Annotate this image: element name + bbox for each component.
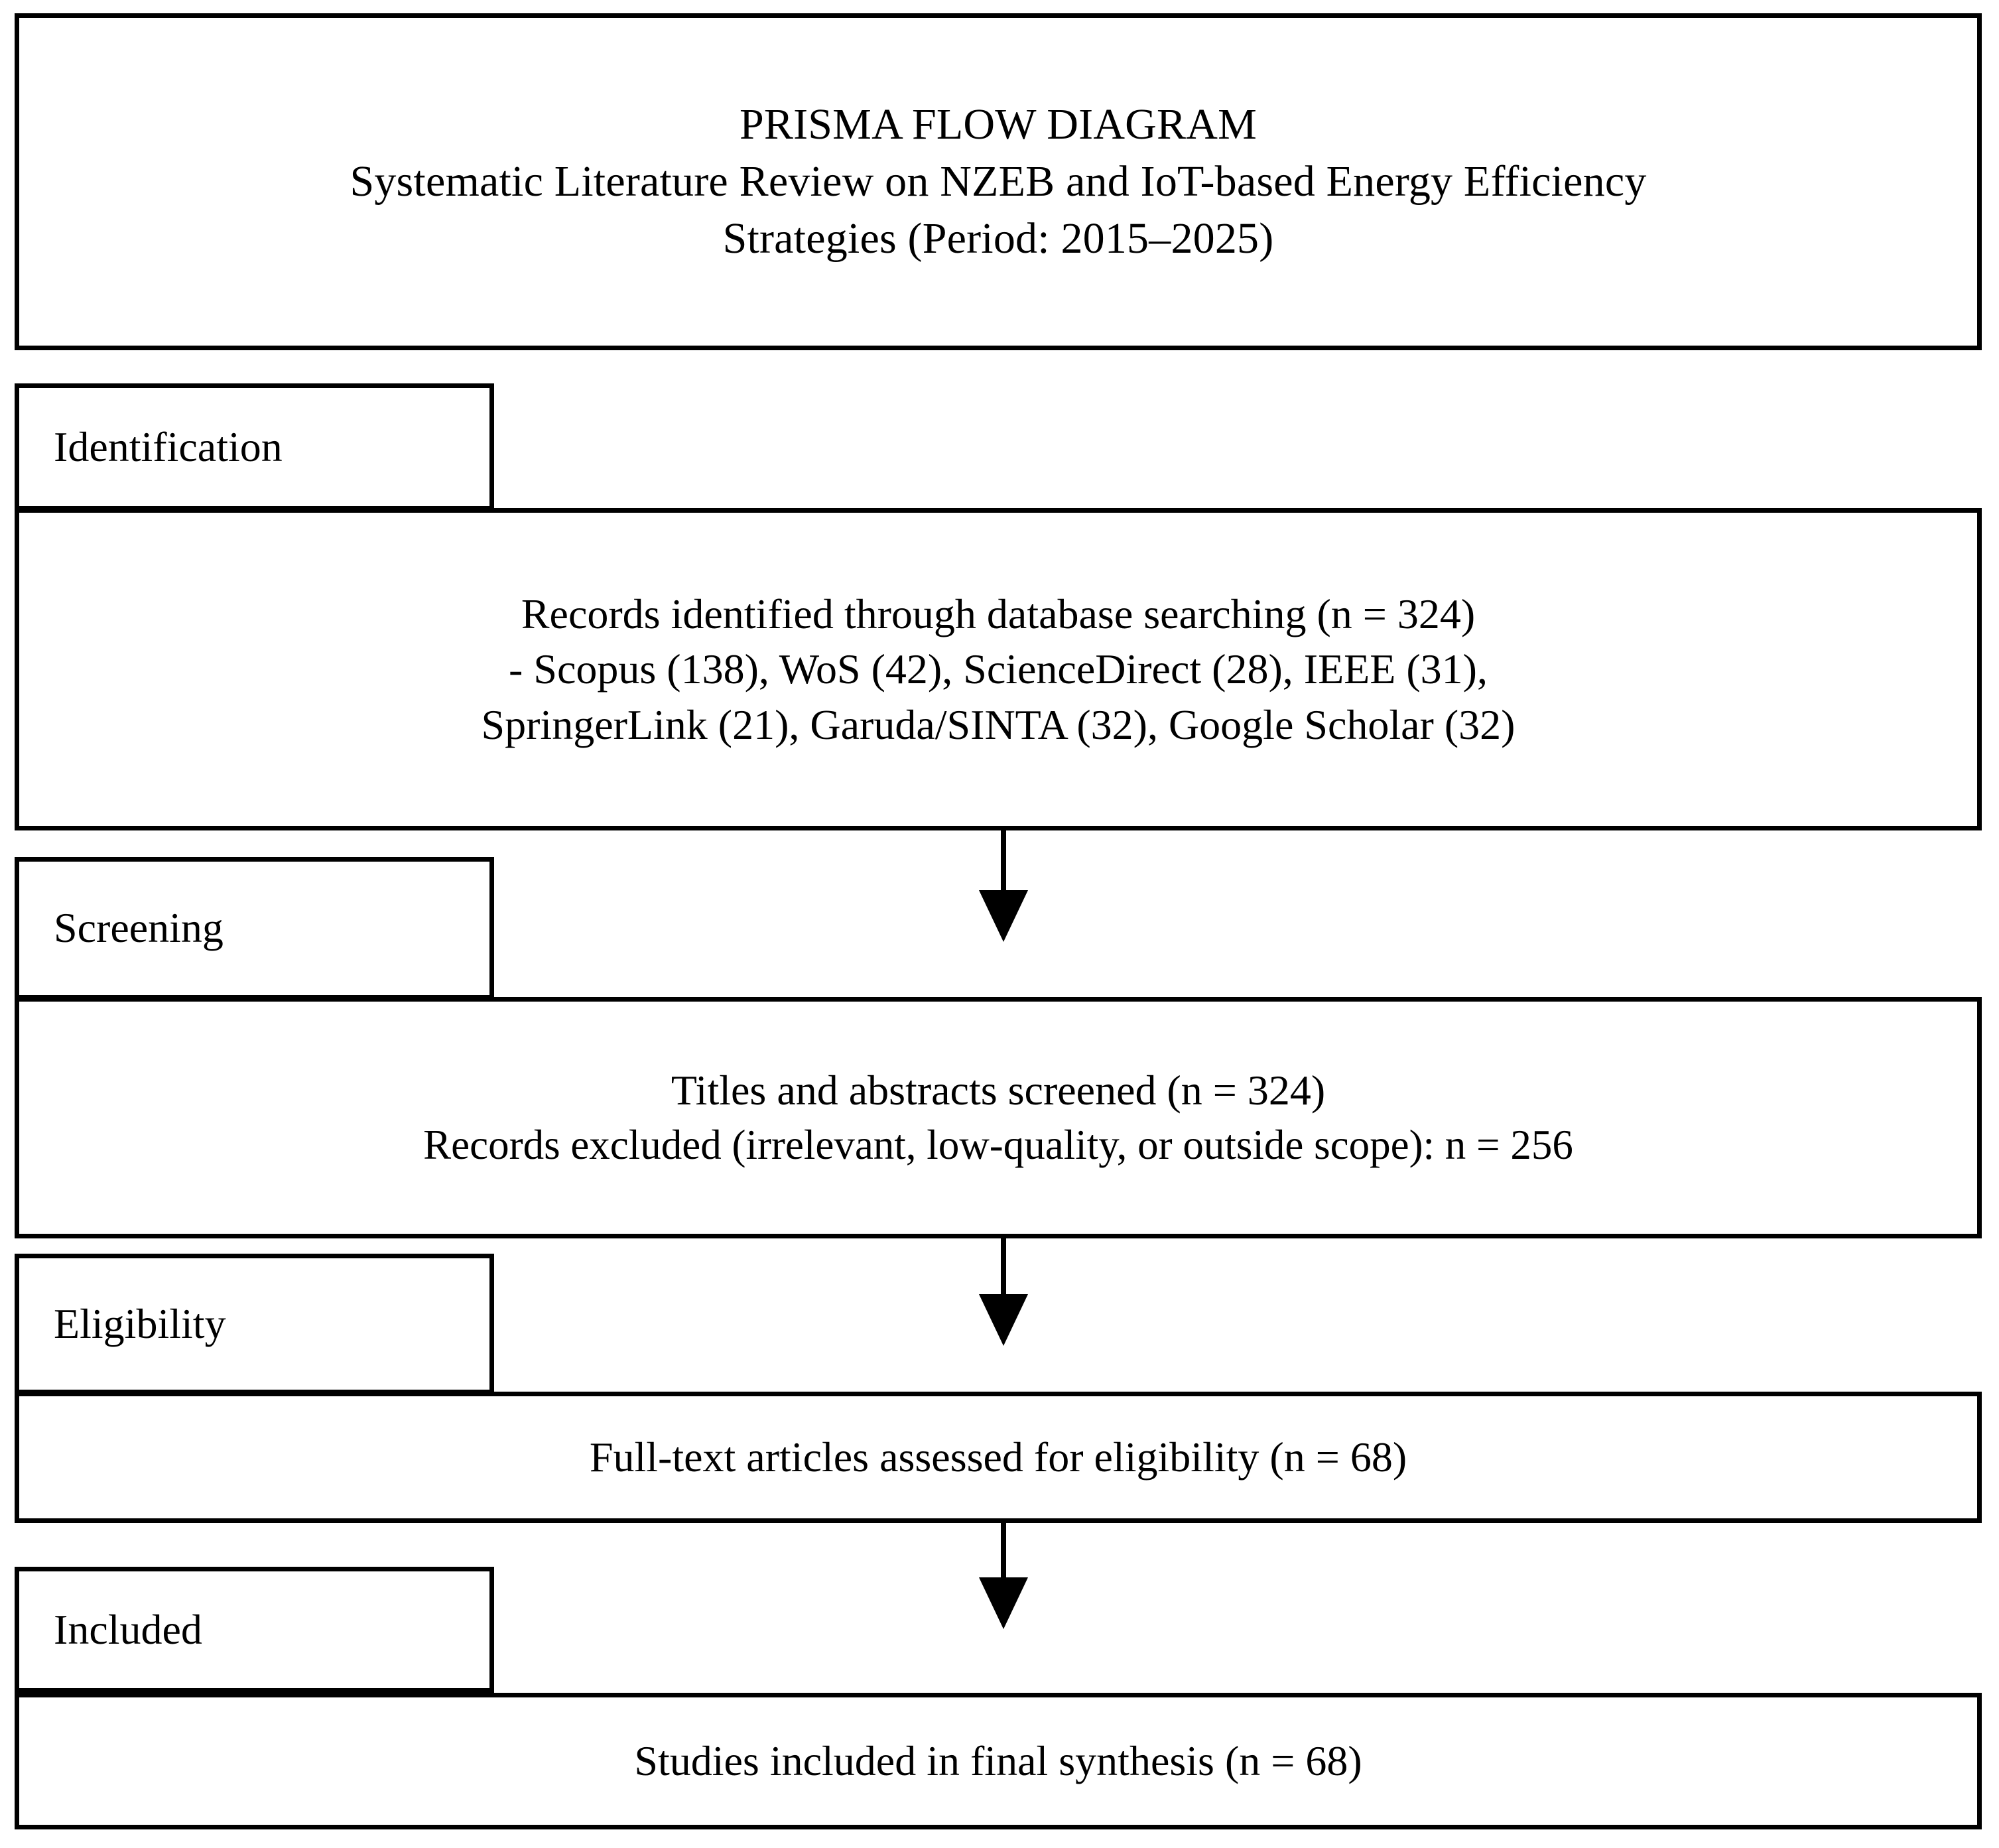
stage-label-included [15,1567,494,1693]
records-excluded-line: Records excluded (irrelevant, low-quality, or outside scope): n = 256 [423,1121,1573,1168]
stage-label-eligibility-text: Eligibility [54,1299,226,1347]
arrow-head-icon [979,1294,1028,1346]
stage-label-screening [15,857,494,1000]
screening-content-box [15,997,1982,1238]
stage-label-eligibility [15,1254,494,1394]
stage-label-included-text: Included [54,1605,202,1653]
records-identified-line: Records identified through database searching (n = 324) [521,590,1476,638]
arrow-head-icon [979,1577,1028,1629]
stage-label-identification-text: Identification [54,423,283,470]
arrow-shaft [1001,1523,1006,1579]
sources-line-1: - Scopus (138), WoS (42), ScienceDirect (28), IEEE (31), [509,645,1488,693]
title-box [15,13,1982,350]
stage-label-identification [15,383,494,511]
studies-included-line: Studies included in final synthesis (n = 68) [634,1737,1362,1785]
stage-label-screening-text: Screening [54,904,224,952]
arrow-shaft [1001,1238,1006,1295]
included-content-box [15,1693,1982,1829]
eligibility-content-box [15,1392,1982,1523]
diagram-heading: PRISMA FLOW DIAGRAM [739,100,1257,149]
full-text-assessed-line: Full-text articles assessed for eligibility (n = 68) [589,1433,1407,1481]
diagram-subtitle-line-2: Strategies (Period: 2015–2025) [722,214,1274,263]
titles-abstracts-screened-line: Titles and abstracts screened (n = 324) [671,1067,1326,1114]
arrow-shaft [1001,830,1006,891]
arrow-head-icon [979,890,1028,942]
diagram-subtitle-line-1: Systematic Literature Review on NZEB and IoT-based Energy Efficiency [350,157,1647,206]
arrow-identification-to-screening [979,830,1028,942]
arrow-screening-to-eligibility [979,1238,1028,1346]
identification-content-box [15,508,1982,830]
sources-line-2: SpringerLink (21), Garuda/SINTA (32), Google Scholar (32) [481,700,1515,748]
arrow-eligibility-to-included [979,1523,1028,1629]
